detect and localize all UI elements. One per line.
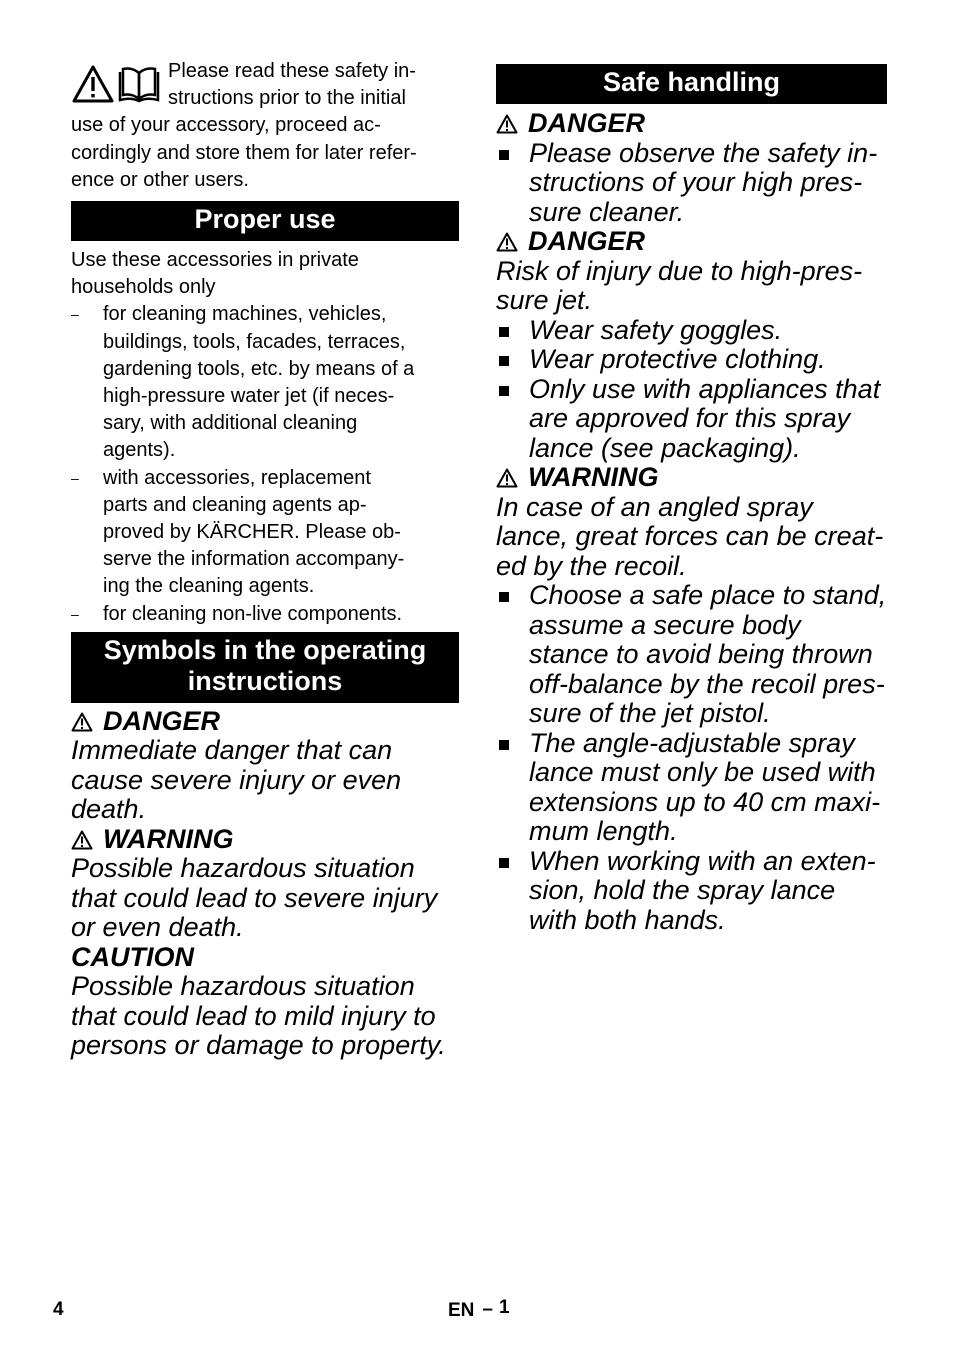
intro-line: Please read these safety in- <box>168 60 416 82</box>
signal-word-caution <box>71 943 459 973</box>
warning-triangle-icon <box>71 712 93 732</box>
text-line: Possible hazardous situation <box>71 971 415 1002</box>
list-item-line: serve the information accompany- <box>103 548 405 571</box>
list-item-line: gardening tools, etc. by means of a <box>103 357 415 380</box>
proper-use-intro-line: Use these accessories in private <box>71 249 359 272</box>
intro-line: structions prior to the initial <box>168 87 406 110</box>
list-item <box>71 301 459 464</box>
list-item-line: ing the cleaning agents. <box>103 575 315 598</box>
dash-bullet: – <box>71 306 79 323</box>
list-item-line: high-pressure water jet (if neces- <box>103 385 395 408</box>
intro-line: use of your accessory, proceed ac- <box>71 114 381 137</box>
list-item-line: are approved for this spray <box>529 403 851 433</box>
intro-notice <box>71 58 459 194</box>
list-item-line: for cleaning non-live components. <box>103 602 403 625</box>
warning-triangle-icon <box>71 830 93 850</box>
list-item-line: off-balance by the recoil pres- <box>529 668 885 699</box>
section-heading-proper-use: Proper use <box>71 201 459 241</box>
proper-use-intro-line: households only <box>71 276 216 299</box>
list-item <box>71 465 459 601</box>
list-item <box>496 581 887 729</box>
heading-line: Symbols in the operating <box>103 634 427 665</box>
list-item-line: The angle-adjustable spray <box>529 727 855 758</box>
signal-word-warning <box>71 825 459 855</box>
text-line: In case of an angled spray <box>496 491 813 522</box>
text-line: Risk of injury due to high-pres- <box>496 255 863 286</box>
text-line: that could lead to mild injury to <box>71 1000 436 1031</box>
footer-separator: – <box>482 1299 493 1320</box>
safe-handling-body <box>496 109 887 935</box>
signal-label: DANGER <box>103 705 221 736</box>
section-heading-symbols <box>71 632 459 703</box>
signal-word-danger <box>496 109 887 139</box>
list-item <box>496 375 887 464</box>
caution-description <box>71 972 459 1061</box>
text-line: Immediate danger that can <box>71 735 393 766</box>
danger-description <box>496 257 887 316</box>
warning-triangle-icon <box>496 114 518 134</box>
signal-label: DANGER <box>528 226 646 256</box>
manual-book-icon <box>120 69 158 102</box>
text-line: ed by the recoil. <box>496 550 687 581</box>
left-column <box>71 58 459 1061</box>
list-item-line: with both hands. <box>529 904 726 935</box>
square-bullet <box>499 592 509 602</box>
list-item-line: sary, with additional cleaning <box>103 412 358 435</box>
signal-label: CAUTION <box>71 941 194 972</box>
text-line: death. <box>71 794 147 825</box>
section-heading-safe-handling: Safe handling <box>496 64 887 104</box>
warning-triangle-icon <box>496 232 518 252</box>
heading-line: instructions <box>187 665 343 696</box>
signal-word-danger <box>71 707 459 737</box>
page-number: 4 <box>53 1299 64 1320</box>
list-item-line: extensions up to 40 cm maxi- <box>529 786 881 817</box>
text-line: Possible hazardous situation <box>71 853 415 884</box>
intro-line: cordingly and store them for later refer- <box>71 141 417 164</box>
list-item-line: structions of your high pres- <box>529 167 863 197</box>
square-bullet <box>499 386 509 396</box>
list-item-line: Wear protective clothing. <box>529 344 826 374</box>
square-bullet <box>499 740 509 750</box>
right-column <box>496 64 887 935</box>
signal-label: WARNING <box>528 462 659 492</box>
list-item-line: When working with an exten- <box>529 845 876 876</box>
list-item <box>496 847 887 936</box>
list-item-line: buildings, tools, facades, terraces, <box>103 330 406 353</box>
intro-line: ence or other users. <box>71 168 249 191</box>
danger-description <box>71 736 459 825</box>
list-item-line: assume a secure body <box>529 609 801 640</box>
dash-bullet: – <box>71 605 79 622</box>
text-line: sure jet. <box>496 285 593 315</box>
list-item-line: sion, hold the spray lance <box>529 875 836 905</box>
dash-bullet: – <box>71 469 79 486</box>
text-line: persons or damage to property. <box>71 1030 446 1061</box>
list-item-line: proved by KÄRCHER. Please ob- <box>103 521 401 544</box>
footer-section-page: 1 <box>498 1297 510 1318</box>
signal-word-warning <box>496 463 887 493</box>
warning-description <box>71 854 459 943</box>
text-line: cause severe injury or even <box>71 764 402 795</box>
warning-triangle-icon <box>496 468 518 488</box>
text-line: or even death. <box>71 912 244 943</box>
list-item <box>496 729 887 847</box>
text-line: lance, great forces can be creat- <box>496 521 884 551</box>
list-item <box>496 316 887 346</box>
list-item-line: lance (see packaging). <box>529 432 801 463</box>
list-item-line: Wear safety goggles. <box>529 314 783 345</box>
list-item-line: mum length. <box>529 816 678 846</box>
list-item-line: lance must only be used with <box>529 757 876 787</box>
intro-icons <box>71 64 161 110</box>
warning-triangle-icon <box>71 64 161 110</box>
list-item-line: sure of the jet pistol. <box>529 698 771 728</box>
list-item-line: parts and cleaning agents ap- <box>103 493 367 516</box>
list-item-line: for cleaning machines, vehicles, <box>103 303 387 326</box>
square-bullet <box>499 150 509 160</box>
list-item-line: Please observe the safety in- <box>529 137 878 168</box>
list-item <box>496 139 887 228</box>
footer-section-label <box>448 1297 510 1322</box>
signal-label: DANGER <box>528 108 646 138</box>
signal-word-danger <box>496 227 887 257</box>
list-item-line: sure cleaner. <box>529 196 685 227</box>
list-item-line: agents). <box>103 439 176 462</box>
footer-language: EN <box>448 1300 475 1321</box>
square-bullet <box>499 858 509 868</box>
list-item <box>71 601 459 628</box>
square-bullet <box>499 356 509 366</box>
square-bullet <box>499 327 509 337</box>
list-item-line: with accessories, replacement <box>103 466 371 489</box>
warning-description <box>496 493 887 582</box>
list-item-line: Choose a safe place to stand, <box>529 580 887 610</box>
list-item-line: Only use with appliances that <box>529 373 881 404</box>
signal-label: WARNING <box>103 823 234 854</box>
list-item-line: stance to avoid being thrown <box>529 639 873 669</box>
list-item <box>496 345 887 375</box>
proper-use-body <box>71 247 459 628</box>
symbols-body <box>71 707 459 1061</box>
text-line: that could lead to severe injury <box>71 882 438 913</box>
